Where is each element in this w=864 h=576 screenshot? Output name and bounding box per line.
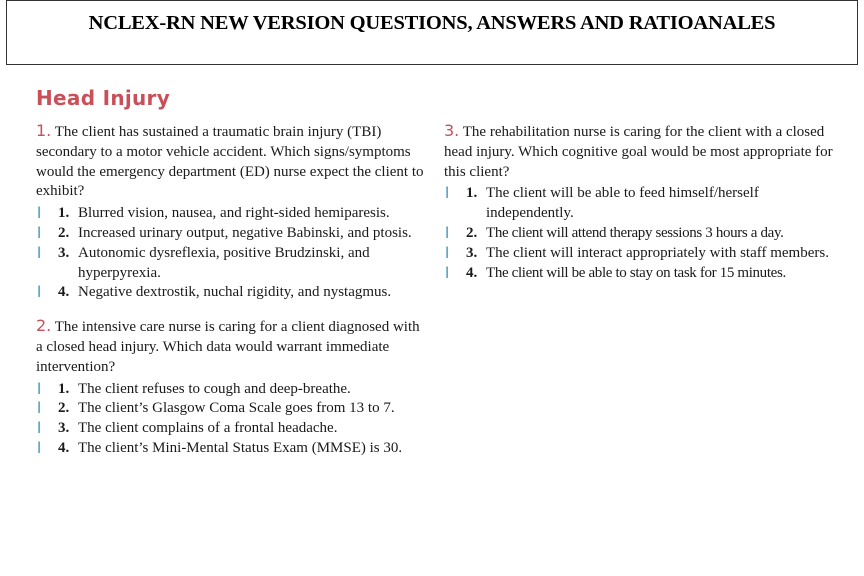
answer-options (36, 204, 428, 303)
option-text: Negative dextrostik, nuchal rigidity, and nystagmus. (78, 284, 392, 301)
answer-option[interactable] (36, 244, 428, 284)
checkbox-icon[interactable]: l (445, 243, 450, 262)
option-text: The client refuses to cough and deep-breathe. (78, 380, 351, 397)
option-number: 4. (58, 439, 70, 456)
option-number: 3. (466, 244, 478, 261)
right-column (444, 121, 844, 296)
question-1 (36, 121, 428, 303)
option-text: The client’s Mini-Mental Status Exam (MMSE) is 30. (78, 439, 403, 456)
checkbox-icon[interactable]: l (37, 204, 42, 223)
option-number: 2. (58, 224, 70, 241)
checkbox-icon[interactable]: l (445, 223, 450, 242)
option-text: Blurred vision, nausea, and right-sided hemiparesis. (78, 205, 390, 222)
option-number: 2. (58, 400, 70, 417)
answer-options (444, 184, 844, 283)
option-number: 1. (466, 185, 478, 202)
option-text: The client will be able to feed himself/herself independently. (486, 185, 759, 222)
question-text: The intensive care nurse is caring for a client diagnosed with a closed head injury. Which data would warrant immediate intervention? (36, 319, 420, 375)
answer-option[interactable] (444, 244, 844, 264)
option-text: The client will attend therapy sessions 3 hours a day. (486, 224, 784, 241)
question-stem (36, 316, 428, 377)
question-stem (36, 121, 428, 202)
checkbox-icon[interactable]: l (37, 283, 42, 302)
answer-option[interactable] (36, 283, 428, 303)
option-text: Autonomic dysreflexia, positive Brudzinski, and hyperpyrexia. (78, 244, 370, 281)
checkbox-icon[interactable]: l (37, 223, 42, 242)
answer-option[interactable] (36, 419, 428, 439)
answer-option[interactable] (444, 184, 844, 224)
checkbox-icon[interactable]: l (37, 379, 42, 398)
checkbox-icon[interactable]: l (37, 243, 42, 262)
checkbox-icon[interactable]: l (445, 263, 450, 282)
header-box (6, 0, 858, 65)
answer-option[interactable] (36, 204, 428, 224)
option-number: 1. (58, 205, 70, 222)
answer-options (36, 380, 428, 459)
question-stem (444, 121, 844, 182)
option-number: 3. (58, 420, 70, 437)
left-column (36, 121, 428, 472)
answer-option[interactable] (36, 439, 428, 459)
question-2 (36, 316, 428, 459)
question-number: 1. (36, 121, 52, 140)
answer-option[interactable] (36, 224, 428, 244)
checkbox-icon[interactable]: l (37, 399, 42, 418)
option-number: 3. (58, 244, 70, 261)
option-number: 2. (466, 224, 478, 241)
option-text: The client complains of a frontal headache. (78, 420, 338, 437)
option-number: 4. (466, 264, 478, 281)
page-title: NCLEX-RN NEW VERSION QUESTIONS, ANSWERS AND RATIOANALES (88, 12, 776, 34)
question-3 (444, 121, 844, 283)
question-number: 3. (444, 121, 460, 140)
option-text: The client will be able to stay on task for 15 minutes. (486, 264, 786, 281)
option-number: 4. (58, 284, 70, 301)
option-text: Increased urinary output, negative Babinski, and ptosis. (78, 224, 412, 241)
answer-option[interactable] (36, 399, 428, 419)
option-number: 1. (58, 380, 70, 397)
answer-option[interactable] (444, 224, 844, 244)
checkbox-icon[interactable]: l (445, 184, 450, 203)
answer-option[interactable] (444, 264, 844, 284)
section-title: Head Injury (36, 86, 171, 110)
checkbox-icon[interactable]: l (37, 438, 42, 457)
question-text: The client has sustained a traumatic brain injury (TBI) secondary to a motor vehicle accident. Which signs/symptoms would the emergency department (ED) nurse expect the client to exhibit? (36, 124, 424, 200)
answer-option[interactable] (36, 380, 428, 400)
question-number: 2. (36, 316, 52, 336)
option-text: The client’s Glasgow Coma Scale goes from 13 to 7. (78, 400, 395, 417)
question-text: The rehabilitation nurse is caring for the client with a closed head injury. Which cognitive goal would be most appropriate for this client? (444, 124, 833, 180)
checkbox-icon[interactable]: l (37, 419, 42, 438)
option-text: The client will interact appropriately with staff members. (486, 244, 829, 261)
